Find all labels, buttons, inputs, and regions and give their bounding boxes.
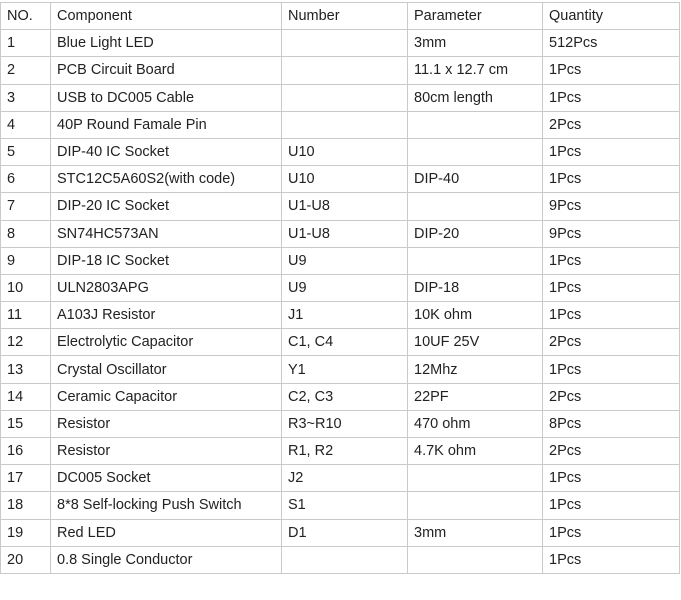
cell-parameter: 3mm xyxy=(408,30,543,57)
cell-quantity: 2Pcs xyxy=(543,111,680,138)
table-row xyxy=(1,383,680,410)
cell-quantity: 512Pcs xyxy=(543,30,680,57)
cell-number: J2 xyxy=(282,465,408,492)
cell-quantity: 1Pcs xyxy=(543,247,680,274)
cell-no: 12 xyxy=(1,329,51,356)
cell-component: Resistor xyxy=(51,438,282,465)
table-row xyxy=(1,193,680,220)
cell-number: R3~R10 xyxy=(282,410,408,437)
table-row xyxy=(1,465,680,492)
cell-number: D1 xyxy=(282,519,408,546)
cell-no: 17 xyxy=(1,465,51,492)
cell-quantity: 1Pcs xyxy=(543,519,680,546)
cell-no: 2 xyxy=(1,57,51,84)
cell-quantity: 2Pcs xyxy=(543,438,680,465)
cell-number: U10 xyxy=(282,166,408,193)
cell-quantity: 1Pcs xyxy=(543,492,680,519)
cell-component: 8*8 Self-locking Push Switch xyxy=(51,492,282,519)
cell-number: R1, R2 xyxy=(282,438,408,465)
cell-parameter xyxy=(408,247,543,274)
cell-component: Blue Light LED xyxy=(51,30,282,57)
cell-no: 20 xyxy=(1,546,51,573)
cell-no: 8 xyxy=(1,220,51,247)
cell-component: DIP-20 IC Socket xyxy=(51,193,282,220)
cell-parameter: 4.7K ohm xyxy=(408,438,543,465)
cell-parameter: DIP-20 xyxy=(408,220,543,247)
cell-quantity: 1Pcs xyxy=(543,84,680,111)
cell-parameter: 470 ohm xyxy=(408,410,543,437)
cell-no: 10 xyxy=(1,274,51,301)
cell-component: Electrolytic Capacitor xyxy=(51,329,282,356)
cell-component: STC12C5A60S2(with code) xyxy=(51,166,282,193)
cell-quantity: 2Pcs xyxy=(543,329,680,356)
cell-quantity: 1Pcs xyxy=(543,356,680,383)
table-row xyxy=(1,329,680,356)
cell-component: Red LED xyxy=(51,519,282,546)
cell-no: 14 xyxy=(1,383,51,410)
table-body xyxy=(1,30,680,574)
cell-component: DIP-40 IC Socket xyxy=(51,138,282,165)
cell-parameter: 10UF 25V xyxy=(408,329,543,356)
cell-number xyxy=(282,84,408,111)
cell-component: 0.8 Single Conductor xyxy=(51,546,282,573)
cell-parameter xyxy=(408,193,543,220)
cell-component: A103J Resistor xyxy=(51,302,282,329)
table-row xyxy=(1,356,680,383)
cell-component: PCB Circuit Board xyxy=(51,57,282,84)
cell-quantity: 1Pcs xyxy=(543,57,680,84)
cell-quantity: 8Pcs xyxy=(543,410,680,437)
cell-quantity: 1Pcs xyxy=(543,274,680,301)
cell-no: 1 xyxy=(1,30,51,57)
table-row xyxy=(1,57,680,84)
header-component: Component xyxy=(51,3,282,30)
cell-number: S1 xyxy=(282,492,408,519)
cell-no: 5 xyxy=(1,138,51,165)
table-row xyxy=(1,84,680,111)
table-row xyxy=(1,438,680,465)
cell-no: 9 xyxy=(1,247,51,274)
cell-number: U10 xyxy=(282,138,408,165)
cell-number: U1-U8 xyxy=(282,193,408,220)
cell-number xyxy=(282,546,408,573)
cell-quantity: 1Pcs xyxy=(543,465,680,492)
cell-no: 18 xyxy=(1,492,51,519)
table-row xyxy=(1,274,680,301)
header-number: Number xyxy=(282,3,408,30)
cell-number: U9 xyxy=(282,247,408,274)
cell-parameter: 3mm xyxy=(408,519,543,546)
cell-number: U9 xyxy=(282,274,408,301)
table-row xyxy=(1,519,680,546)
table-row xyxy=(1,546,680,573)
cell-quantity: 1Pcs xyxy=(543,166,680,193)
components-table xyxy=(0,2,680,574)
cell-parameter xyxy=(408,546,543,573)
cell-component: Crystal Oscillator xyxy=(51,356,282,383)
cell-component: USB to DC005 Cable xyxy=(51,84,282,111)
cell-parameter: 11.1 x 12.7 cm xyxy=(408,57,543,84)
cell-no: 6 xyxy=(1,166,51,193)
cell-component: 40P Round Famale Pin xyxy=(51,111,282,138)
table-row xyxy=(1,410,680,437)
header-no: NO. xyxy=(1,3,51,30)
table-row xyxy=(1,111,680,138)
cell-no: 19 xyxy=(1,519,51,546)
cell-quantity: 9Pcs xyxy=(543,193,680,220)
cell-component: Resistor xyxy=(51,410,282,437)
cell-parameter: DIP-18 xyxy=(408,274,543,301)
cell-parameter xyxy=(408,492,543,519)
cell-parameter: 12Mhz xyxy=(408,356,543,383)
table-row xyxy=(1,30,680,57)
cell-number xyxy=(282,111,408,138)
cell-component: Ceramic Capacitor xyxy=(51,383,282,410)
cell-number: J1 xyxy=(282,302,408,329)
cell-no: 16 xyxy=(1,438,51,465)
cell-no: 15 xyxy=(1,410,51,437)
table-row xyxy=(1,220,680,247)
cell-no: 13 xyxy=(1,356,51,383)
table-row xyxy=(1,247,680,274)
cell-quantity: 9Pcs xyxy=(543,220,680,247)
cell-parameter: 22PF xyxy=(408,383,543,410)
cell-parameter: 80cm length xyxy=(408,84,543,111)
cell-number: U1-U8 xyxy=(282,220,408,247)
cell-no: 7 xyxy=(1,193,51,220)
cell-parameter: DIP-40 xyxy=(408,166,543,193)
header-parameter: Parameter xyxy=(408,3,543,30)
cell-parameter: 10K ohm xyxy=(408,302,543,329)
cell-quantity: 1Pcs xyxy=(543,302,680,329)
cell-component: ULN2803APG xyxy=(51,274,282,301)
cell-no: 3 xyxy=(1,84,51,111)
cell-parameter xyxy=(408,138,543,165)
cell-quantity: 1Pcs xyxy=(543,138,680,165)
cell-quantity: 2Pcs xyxy=(543,383,680,410)
cell-parameter xyxy=(408,111,543,138)
table-row xyxy=(1,166,680,193)
table-row xyxy=(1,492,680,519)
header-quantity: Quantity xyxy=(543,3,680,30)
cell-quantity: 1Pcs xyxy=(543,546,680,573)
cell-no: 4 xyxy=(1,111,51,138)
table-row xyxy=(1,302,680,329)
cell-number xyxy=(282,30,408,57)
header-row xyxy=(1,3,680,30)
cell-number xyxy=(282,57,408,84)
table-header xyxy=(1,3,680,30)
cell-parameter xyxy=(408,465,543,492)
cell-component: SN74HC573AN xyxy=(51,220,282,247)
cell-number: C1, C4 xyxy=(282,329,408,356)
cell-component: DC005 Socket xyxy=(51,465,282,492)
cell-number: Y1 xyxy=(282,356,408,383)
cell-no: 11 xyxy=(1,302,51,329)
cell-number: C2, C3 xyxy=(282,383,408,410)
table-row xyxy=(1,138,680,165)
cell-component: DIP-18 IC Socket xyxy=(51,247,282,274)
